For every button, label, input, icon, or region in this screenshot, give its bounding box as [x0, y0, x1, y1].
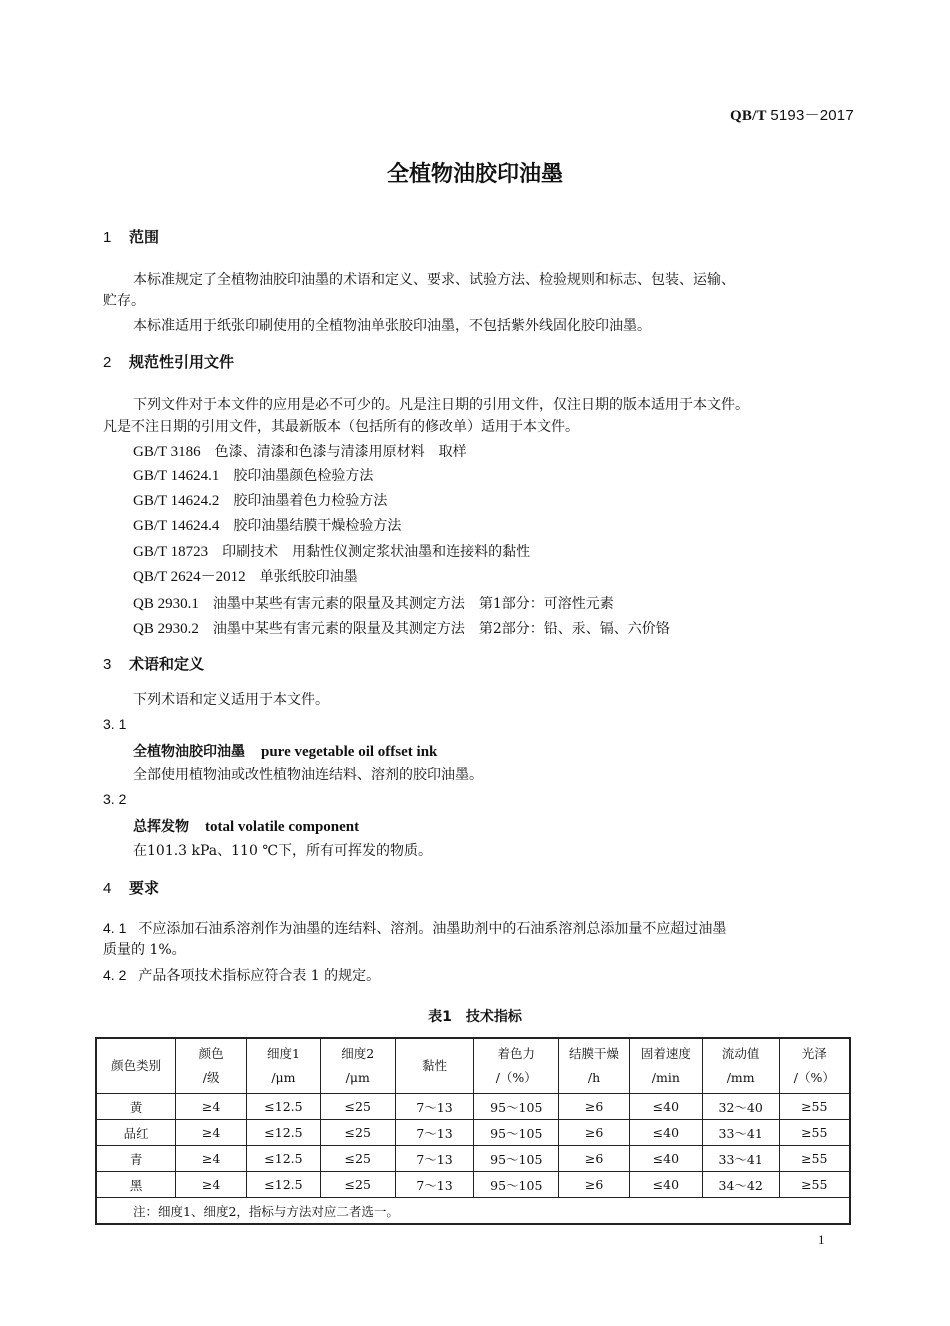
clause-number: 4. 2: [103, 967, 127, 983]
table-cell: ≤25: [320, 1172, 395, 1198]
section-number: 3: [103, 656, 112, 673]
term-definition: 在101.3 kPa、110 ℃下，所有可挥发的物质。: [133, 843, 432, 859]
reference-code: QB 2930.1: [133, 596, 199, 612]
technical-specs-table: [95, 1037, 851, 1225]
reference-code: GB/T 3186: [133, 444, 201, 460]
table-cell: 33～41: [702, 1146, 779, 1172]
table-header-row: [96, 1038, 850, 1094]
header-cell: [702, 1038, 779, 1094]
reference-title: 胶印油墨结膜干燥检验方法: [233, 518, 402, 534]
table-cell: 32～40: [702, 1094, 779, 1120]
table-row: [96, 1146, 850, 1172]
paragraph: 本标准规定了全植物油胶印油墨的术语和定义、要求、试验方法、检验规则和标志、包装、运输、: [133, 272, 735, 288]
header-line: 颜色类别: [111, 1058, 162, 1073]
page-number: 1: [818, 1232, 825, 1247]
reference-item: [133, 541, 530, 561]
header-unit: /μm: [271, 1070, 296, 1085]
header-line: 细度1: [266, 1046, 300, 1061]
header-cell: [395, 1038, 474, 1094]
reference-title: 油墨中某些有害元素的限量及其测定方法 第1部分：可溶性元素: [212, 596, 614, 612]
table-row: [96, 1094, 850, 1120]
header-unit: /（%）: [495, 1070, 537, 1085]
table-note-row: [96, 1198, 850, 1225]
table-cell: ≥55: [779, 1172, 850, 1198]
table-cell: ≤12.5: [247, 1120, 321, 1146]
header-unit: /（%）: [793, 1070, 835, 1085]
term-chinese: 全植物油胶印油墨: [133, 744, 245, 760]
table-cell: 95～105: [474, 1120, 559, 1146]
reference-title: 印刷技术 用黏性仪测定浆状油墨和连接料的黏性: [222, 544, 531, 560]
table-cell: ≥55: [779, 1146, 850, 1172]
table-row: [96, 1120, 850, 1146]
reference-title: 油墨中某些有害元素的限量及其测定方法 第2部分：铅、汞、镉、六价铬: [212, 621, 670, 637]
reference-code: GB/T 14624.2: [133, 493, 220, 509]
table-cell: 95～105: [474, 1146, 559, 1172]
section-1-heading: [103, 226, 159, 247]
header-cell: [779, 1038, 850, 1094]
table-cell: ≥6: [559, 1120, 630, 1146]
table-row: [96, 1172, 850, 1198]
term-english: pure vegetable oil offset ink: [261, 744, 438, 760]
section-title: 要求: [129, 879, 160, 897]
header-line: 黏性: [422, 1058, 448, 1073]
section-number: 4: [103, 880, 112, 897]
table-cell: 95～105: [474, 1094, 559, 1120]
header-unit: /级: [202, 1070, 220, 1085]
section-number: 1: [103, 229, 112, 246]
table-cell: ≤40: [629, 1120, 702, 1146]
term-heading: [133, 741, 437, 761]
table-cell: ≥4: [176, 1094, 247, 1120]
header-line: 颜色: [198, 1046, 224, 1061]
reference-title: 单张纸胶印油墨: [259, 569, 358, 585]
reference-item: [133, 441, 467, 461]
table-cell: ≤12.5: [247, 1146, 321, 1172]
term-number: 3. 2: [103, 791, 127, 807]
reference-code: GB/T 18723: [133, 544, 209, 560]
table-cell: ≤12.5: [247, 1094, 321, 1120]
header-cell: [320, 1038, 395, 1094]
table-cell: 7～13: [395, 1120, 474, 1146]
document-title: 全植物油胶印油墨: [386, 162, 563, 187]
term-definition: 全部使用植物油或改性植物油连结料、溶剂的胶印油墨。: [133, 767, 483, 783]
reference-code: QB 2930.2: [133, 621, 199, 637]
header-cell: [247, 1038, 321, 1094]
header-cell: [629, 1038, 702, 1094]
table-cell: ≥6: [559, 1146, 630, 1172]
table-cell: 34～42: [702, 1172, 779, 1198]
section-number: 2: [103, 354, 112, 371]
table-cell: ≥4: [176, 1172, 247, 1198]
table-cell: ≥55: [779, 1120, 850, 1146]
standard-code: 5193－2017: [770, 107, 854, 124]
header-line: 结膜干燥: [569, 1046, 620, 1061]
term-english: total volatile component: [205, 819, 360, 835]
header-line: 固着速度: [640, 1046, 691, 1061]
table-cell: ≤12.5: [247, 1172, 321, 1198]
table-cell: 青: [96, 1146, 176, 1172]
reference-item: [133, 565, 358, 586]
table-caption: 表1 技术指标: [428, 1009, 522, 1025]
header-line: 流动值: [721, 1046, 760, 1061]
header-unit: /mm: [726, 1070, 755, 1085]
table-cell: ≤40: [629, 1094, 702, 1120]
term-chinese: 总挥发物: [133, 819, 189, 835]
table-cell: ≤25: [320, 1120, 395, 1146]
clause-text: 不应添加石油系溶剂作为油墨的连结料、溶剂。油墨助剂中的石油系溶剂总添加量不应超过油墨: [138, 921, 727, 937]
table-cell: ≤40: [629, 1146, 702, 1172]
table-cell: ≤25: [320, 1094, 395, 1120]
clause-text: 产品各项技术指标应符合表 1 的规定。: [138, 968, 381, 984]
table-cell: 33～41: [702, 1120, 779, 1146]
header-line: 着色力: [497, 1046, 536, 1061]
table-cell: ≥6: [559, 1094, 630, 1120]
section-4-heading: [103, 877, 159, 898]
reference-title: 色漆、清漆和色漆与清漆用原材料 取样: [214, 444, 467, 460]
header-unit: /min: [651, 1070, 680, 1085]
section-title: 范围: [129, 228, 160, 246]
clause: [103, 965, 380, 987]
section-2-heading: [103, 351, 234, 372]
table-cell: 品红: [96, 1120, 176, 1146]
header-unit: /μm: [345, 1070, 370, 1085]
paragraph-continued: 凡是不注日期的引用文件，其最新版本（包括所有的修改单）适用于本文件。: [103, 419, 579, 435]
table-cell: ≥6: [559, 1172, 630, 1198]
standard-number: [730, 104, 854, 125]
section-title: 规范性引用文件: [129, 353, 235, 371]
standard-prefix: QB/T: [730, 108, 767, 124]
section-title: 术语和定义: [129, 655, 205, 673]
reference-item: [133, 618, 670, 638]
table-cell: ≥55: [779, 1094, 850, 1120]
header-cell: [559, 1038, 630, 1094]
reference-code: QB/T 2624－2012: [133, 569, 246, 585]
table-cell: 7～13: [395, 1094, 474, 1120]
reference-item: [133, 490, 387, 510]
section-3-heading: [103, 653, 204, 674]
reference-item: [133, 593, 614, 613]
table-cell: 7～13: [395, 1146, 474, 1172]
reference-item: [133, 515, 401, 535]
clause: [103, 918, 726, 940]
paragraph: 下列术语和定义适用于本文件。: [133, 692, 329, 708]
header-cell: [474, 1038, 559, 1094]
table-note: 注：细度1、细度2，指标与方法对应二者选一。: [96, 1198, 850, 1225]
reference-code: GB/T 14624.4: [133, 518, 220, 534]
reference-title: 胶印油墨颜色检验方法: [233, 468, 374, 484]
table-cell: 7～13: [395, 1172, 474, 1198]
reference-title: 胶印油墨着色力检验方法: [233, 493, 388, 509]
paragraph-continued: 贮存。: [103, 293, 145, 309]
term-number: 3. 1: [103, 716, 127, 732]
header-unit: /h: [587, 1070, 601, 1085]
reference-item: [133, 465, 373, 485]
table-cell: ≥4: [176, 1120, 247, 1146]
term-heading: [133, 816, 359, 836]
paragraph: 本标准适用于纸张印刷使用的全植物油单张胶印油墨，不包括紫外线固化胶印油墨。: [133, 318, 651, 334]
clause-number: 4. 1: [103, 920, 127, 936]
table-cell: ≤40: [629, 1172, 702, 1198]
header-line: 细度2: [341, 1046, 375, 1061]
header-line: 光泽: [801, 1046, 827, 1061]
table-cell: 黑: [96, 1172, 176, 1198]
reference-code: GB/T 14624.1: [133, 468, 220, 484]
table-cell: 95～105: [474, 1172, 559, 1198]
table-cell: 黄: [96, 1094, 176, 1120]
header-cell: [96, 1038, 176, 1094]
table-cell: ≤25: [320, 1146, 395, 1172]
clause-continued: 质量的 1%。: [103, 942, 186, 958]
header-cell: [176, 1038, 247, 1094]
table-cell: ≥4: [176, 1146, 247, 1172]
paragraph: 下列文件对于本文件的应用是必不可少的。凡是注日期的引用文件，仅注日期的版本适用于本文件。: [133, 397, 749, 413]
